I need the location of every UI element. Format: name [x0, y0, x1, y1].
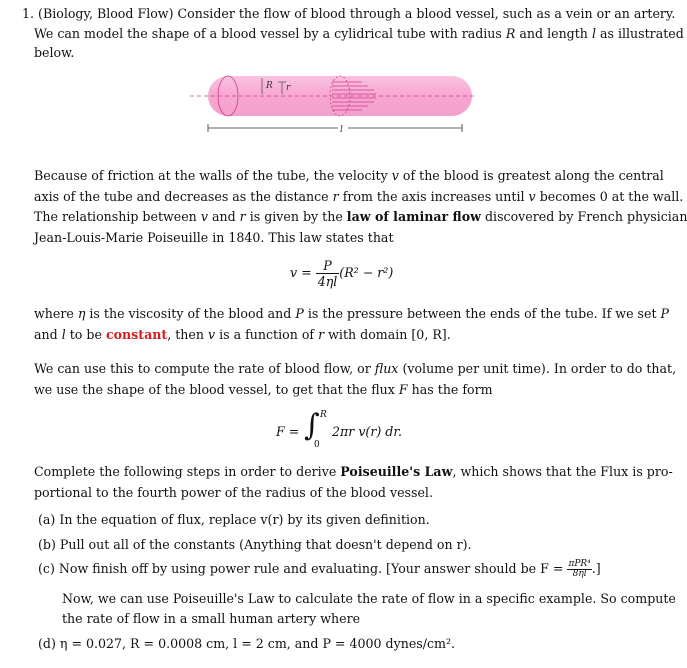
var-F: F — [398, 382, 408, 397]
var-R: R — [505, 26, 516, 41]
integrand: 2πr v(r) dr. — [332, 424, 402, 439]
diagram-label-r: r — [286, 83, 291, 93]
flux-line-1 — [34, 361, 676, 377]
poiseuille-answer-fraction — [567, 560, 591, 579]
answer-numerator: πPR⁴ — [568, 559, 591, 569]
var-v: v — [200, 209, 208, 224]
problem-number: 1. — [22, 6, 35, 21]
integral-lower-limit: 0 — [314, 440, 320, 450]
step-b — [38, 537, 472, 553]
steps-line-2 — [34, 485, 433, 501]
intro-text-2: We can model the shape of a blood vessel by a cylidrical tube with radius — [34, 26, 502, 41]
steps-text-2: portional to the fourth power of the radius of the blood vessel. — [34, 485, 433, 500]
visc-text-2a: and — [34, 327, 58, 342]
friction-text-1a: Because of friction at the walls of the tube, the velocity — [34, 168, 388, 183]
integral-upper-limit: R — [320, 410, 327, 420]
var-eta: η — [77, 306, 86, 321]
step-a — [38, 512, 430, 528]
visc-text-2c: , then — [167, 327, 204, 342]
visc-text-1b: is the viscosity of the blood and — [89, 306, 292, 321]
visc-text-2e: with domain — [328, 327, 408, 342]
laminar-flow-term: law of laminar flow — [346, 209, 481, 224]
eq1-denominator: 4ηl — [317, 274, 338, 289]
flux-line-2 — [34, 382, 493, 398]
eq2-lhs: F = — [276, 424, 300, 439]
now-text-1: Now, we can use Poiseuille's Law to calculate the rate of flow in a specific example. So compute — [62, 591, 676, 606]
constant-term: constant — [105, 327, 168, 342]
domain-interval: [0, R] — [411, 327, 447, 342]
var-P: P — [295, 306, 304, 321]
visc-text-2b: to be — [69, 327, 102, 342]
intro-tail: as illustrated — [599, 26, 684, 41]
var-r: r — [318, 327, 325, 342]
step-b-text: (b) Pull out all of the constants (Anything that doesn't depend on r). — [38, 537, 472, 552]
diagram-label-R: R — [266, 81, 273, 91]
steps-text-1a: Complete the following steps in order to derive — [34, 464, 337, 479]
visc-text-1a: where — [34, 306, 74, 321]
diagram-label-l: l — [340, 125, 343, 135]
step-c — [38, 560, 601, 579]
now-text-2: the rate of flow in a small human artery where — [62, 611, 361, 626]
friction-line-1 — [34, 168, 664, 184]
friction-text-and: and — [211, 209, 236, 224]
friction-text-3a: The relationship between — [34, 209, 197, 224]
intro-and-length: and length — [519, 26, 588, 41]
var-l: l — [591, 26, 596, 41]
eq1-fraction — [316, 258, 340, 289]
visc-text-2d: is a function of — [219, 327, 315, 342]
var-l: l — [61, 327, 66, 342]
viscosity-line-1 — [34, 306, 669, 322]
friction-line-2 — [34, 189, 683, 205]
var-v: v — [207, 327, 216, 342]
friction-text-4: Jean-Louis-Marie Poiseuille in 1840. This law states that — [34, 230, 394, 245]
friction-line-4 — [34, 230, 394, 246]
visc-text-2f: . — [446, 327, 451, 342]
friction-text-2c: becomes 0 at the wall. — [539, 189, 684, 204]
now-line-1 — [62, 591, 676, 607]
steps-text-1b: , which shows that the Flux is pro- — [452, 464, 673, 479]
intro-text-3: below. — [34, 45, 75, 60]
steps-line-1 — [34, 464, 673, 480]
friction-text-3b: is given by the — [249, 209, 343, 224]
step-c-end: .] — [591, 561, 601, 576]
step-d-text: (d) η = 0.027, R = 0.0008 cm, l = 2 cm, and P = 4000 dynes/cm². — [38, 636, 456, 651]
step-a-text: (a) In the equation of flux, replace v(r) by its given definition. — [38, 512, 430, 527]
visc-text-1c: is the pressure between the ends of the tube. If we set — [307, 306, 657, 321]
flux-term: flux — [374, 361, 399, 376]
problem-intro-line-2 — [34, 26, 684, 42]
problem-intro-line-1 — [22, 6, 675, 22]
problem-intro-line-3 — [34, 45, 74, 61]
flux-text-2a: we use the shape of the blood vessel, to get that the flux — [34, 382, 395, 397]
poiseuille-law-term: Poiseuille's Law — [340, 464, 453, 479]
var-r: r — [332, 189, 339, 204]
var-v: v — [528, 189, 536, 204]
flux-text-2b: has the form — [411, 382, 493, 397]
viscosity-line-2 — [34, 327, 451, 343]
friction-text-3c: discovered by French physician — [484, 209, 687, 224]
integral-sign: ∫ — [304, 408, 320, 443]
blood-vessel-diagram — [190, 70, 480, 140]
step-d — [38, 636, 455, 652]
friction-text-2b: from the axis increases until — [342, 189, 525, 204]
flux-text-1b: (volume per unit time). In order to do that, — [402, 361, 677, 376]
friction-text-2a: axis of the tube and decreases as the distance — [34, 189, 329, 204]
flux-text-1a: We can use this to compute the rate of blood flow, or — [34, 361, 371, 376]
answer-denominator: 8ηl — [572, 569, 587, 579]
var-P: P — [660, 306, 670, 321]
eq1-rhs: (R² − r²) — [339, 265, 394, 280]
intro-text-1: Consider the flow of blood through a blood vessel, such as a vein or an artery. — [177, 6, 676, 21]
eq1-lhs: v = — [290, 265, 312, 280]
var-v: v — [391, 168, 399, 183]
eq1-numerator: P — [316, 258, 340, 274]
friction-text-1b: of the blood is greatest along the central — [402, 168, 664, 183]
now-line-2 — [62, 611, 360, 627]
var-r: r — [239, 209, 246, 224]
friction-line-3 — [34, 209, 687, 225]
step-c-text: (c) Now finish off by using power rule and evaluating. [Your answer should be F = — [38, 561, 564, 576]
problem-title: (Biology, Blood Flow) — [38, 6, 174, 21]
laminar-flow-equation — [290, 258, 393, 289]
